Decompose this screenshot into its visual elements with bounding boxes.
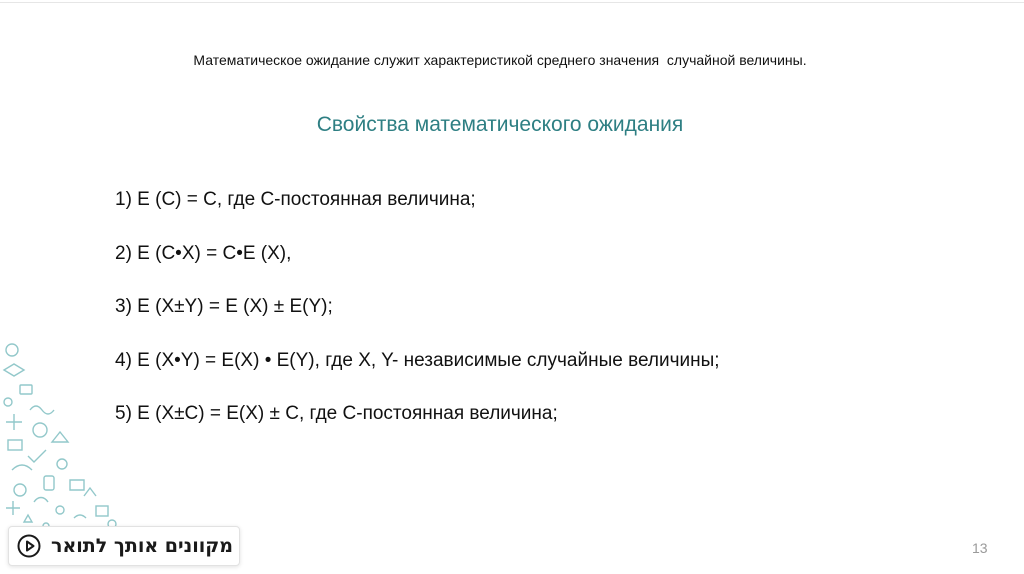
properties-list <box>115 187 720 455</box>
property-item-2: 2) E (C•X) = C•E (X), <box>115 242 292 264</box>
property-item-4: 4) E (X•Y) = E(X) • E(Y), где X, Y- независимые случайные величины; <box>115 349 720 371</box>
property-item-3: 3) E (X±Y) = E (X) ± E(Y); <box>115 296 333 317</box>
page-number: 13 <box>972 540 988 556</box>
slide-subtitle: Математическое ожидание служит характеристикой среднего значения случайной величины. <box>193 52 807 68</box>
slide-title: Свойства математического ожидания <box>316 113 684 136</box>
play-circle-icon <box>17 534 41 558</box>
brand-text: מקוונים אותך לתואר <box>51 535 234 557</box>
property-item-1: 1) E (C) = C, где C-постоянная величина; <box>115 189 476 210</box>
brand-logo <box>8 526 240 566</box>
slide-top-border <box>0 2 1024 3</box>
property-item-5: 5) E (X±C) = E(X) ± C, где C-постоянная величина; <box>115 403 558 424</box>
education-doodle-pattern <box>0 330 140 530</box>
